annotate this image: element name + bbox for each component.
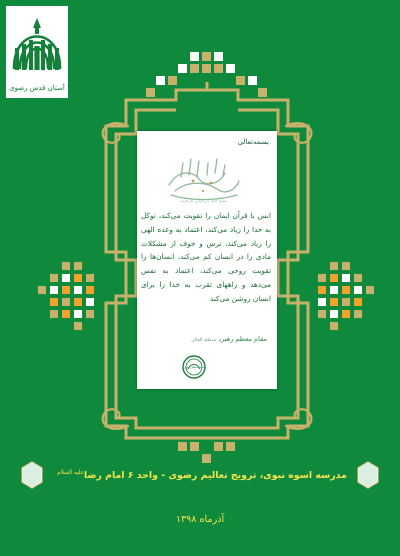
- school-title-text: مدرسه اسوه نبوی، ترویج تعالیم رضوی - واحد ۶ امام رضا: [83, 470, 347, 481]
- attribution-suffix: مدظله العالی: [191, 338, 217, 343]
- attribution-text: مقام معظم رهبری: [219, 335, 267, 343]
- seal-text: مقام معظم رهبری: [183, 366, 205, 369]
- date-label: آذرماه ۱۳۹۸: [175, 514, 225, 525]
- quote-text: انس با قرآن ایمان را تقویت می‌کند، توکل به خدا را زیاد می‌کند، اعتماد به وعده الهی را زیاد می‌کند، ترس و خوف از مشکلات مادی را در انسان کم می‌کند، انسان‌ها را تقویت روحی می‌کند، اعتماد به نفس می‌دهد و راههای تقرب به خدا را برای انسان روشن می‌کند: [141, 211, 271, 303]
- calligraphy-caption: بسم الله الرحمن الرحیم: [180, 199, 228, 203]
- logo-caption: آستان قدس رضوی: [9, 84, 65, 92]
- card-heading: بسمه‌تعالی: [237, 138, 269, 146]
- honorific: علیه السلام: [57, 470, 84, 476]
- school-title: [40, 470, 360, 481]
